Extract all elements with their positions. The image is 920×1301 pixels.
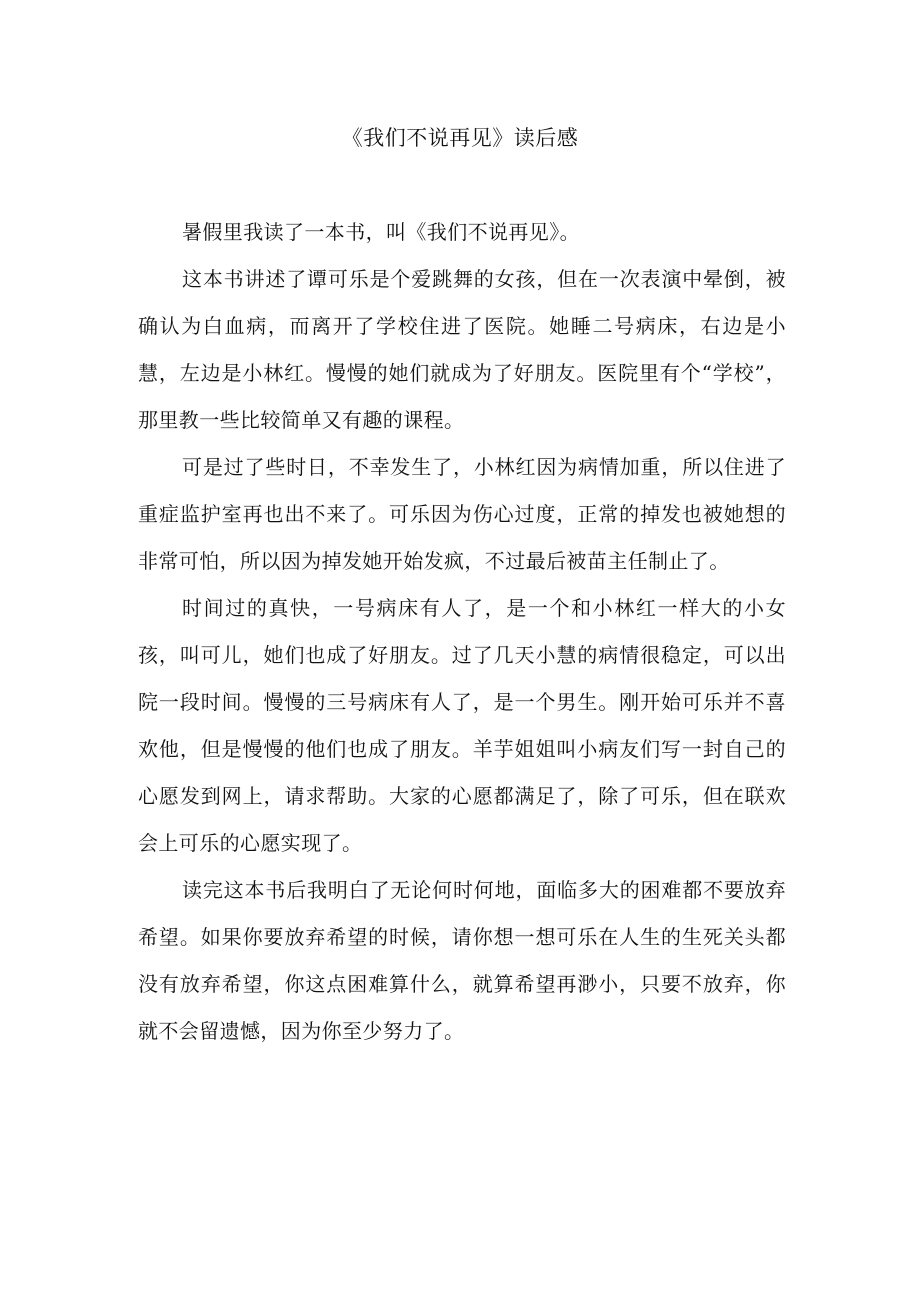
page-title: 《我们不说再见》读后感 — [341, 126, 579, 150]
essay-body — [138, 209, 786, 1055]
paragraph: 时间过的真快，一号病床有人了，是一个和小林红一样大的小女孩，叫可儿，她们也成了好朋友。过了几天小慧的病情很稳定，可以出院一段时间。慢慢的三号病床有人了，是一个男生。刚开始可乐并不喜欢他，但是慢慢的他们也成了朋友。羊芋姐姐叫小病友们写一封自己的心愿发到网上，请求帮助。大家的心愿都满足了，除了可乐，但在联欢会上可乐的心愿实现了。 — [138, 596, 786, 855]
paragraph: 暑假里我读了一本书，叫《我们不说再见》。 — [182, 220, 580, 244]
paragraph: 可是过了些时日，不幸发生了，小林红因为病情加重，所以住进了重症监护室再也出不来了。可乐因为伤心过度，正常的掉发也被她想的非常可怕，所以因为掉发她开始发疯，不过最后被苗主任制止了。 — [138, 455, 786, 573]
paragraph: 这本书讲述了谭可乐是个爱跳舞的女孩，但在一次表演中晕倒，被确认为白血病，而离开了学校住进了医院。她睡二号病床，右边是小慧，左边是小林红。慢慢的她们就成为了好朋友。医院里有个“学校”，那里教一些比较简单又有趣的课程。 — [138, 267, 786, 432]
paragraph: 读完这本书后我明白了无论何时何地，面临多大的困难都不要放弃希望。如果你要放弃希望的时候，请你想一想可乐在人生的生死关头都没有放弃希望，你这点困难算什么，就算希望再渺小，只要不放弃，你就不会留遗憾，因为你至少努力了。 — [138, 878, 786, 1043]
